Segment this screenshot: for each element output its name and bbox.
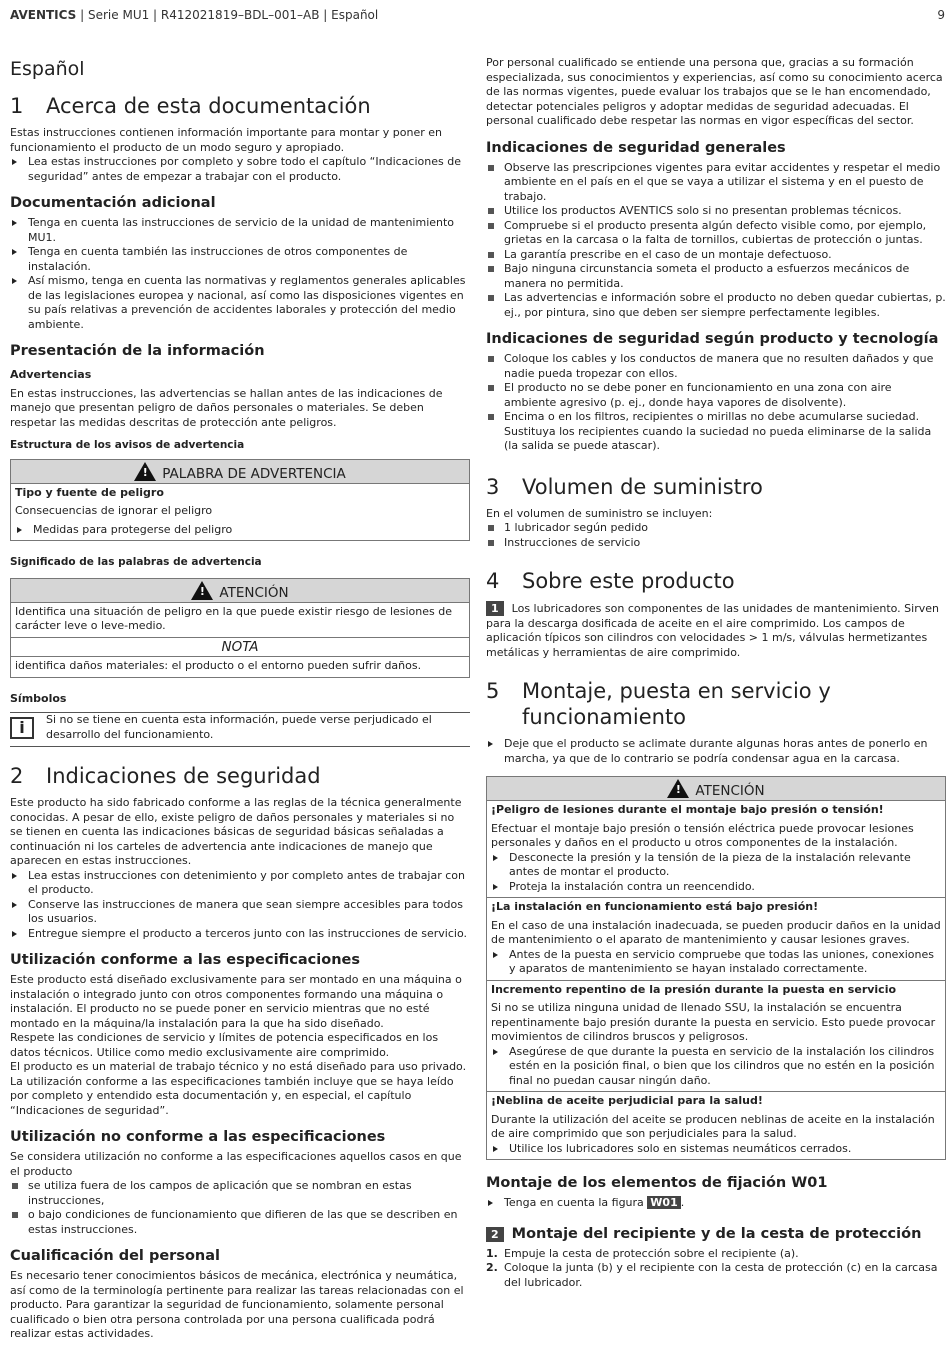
heading-utilizacion: Utilización conforme a las especificaciones bbox=[10, 952, 360, 968]
list-item: Utilice los lubricadores solo en sistemas neumáticos cerrados. bbox=[491, 1142, 941, 1157]
paragraph: La utilización conforme a las especificaciones también incluye que se haya leído por completo y entendido esta documentación y, en especial, el capítulo “Indicaciones de seguridad”. bbox=[10, 1074, 454, 1117]
hazard-title: ¡La instalación en funcionamiento está bajo presión! bbox=[491, 900, 819, 913]
hazard-section bbox=[487, 1092, 945, 1159]
list-item: Tenga en cuenta la figura W01 . bbox=[486, 1196, 946, 1211]
list-item: Lea estas instrucciones por completo y sobre todo el capítulo “Indicaciones de seguridad” antes de empezar a trabajar con el producto. bbox=[10, 155, 470, 184]
list-item: Proteja la instalación contra un reencendido. bbox=[491, 880, 941, 895]
attention-text: Identifica una situación de peligro en la que puede existir riesgo de lesiones de carácter leve o leve-medio. bbox=[11, 603, 469, 638]
heading-cualificacion: Cualificación del personal bbox=[10, 1248, 220, 1264]
hazard-text: En el caso de una instalación inadecuada, se pueden producir daños en la unidad de mantenimiento o el aparato de mantenimiento y causar lesiones graves. bbox=[491, 918, 941, 946]
paragraph: El producto es un material de trabajo técnico y no está diseñado para uso privado. bbox=[10, 1060, 467, 1073]
heading-documentacion: Documentación adicional bbox=[10, 195, 216, 211]
heading-producto-tecnologia: Indicaciones de seguridad según producto y tecnología bbox=[486, 331, 939, 347]
paragraph: Por personal cualificado se entiende una persona que, gracias a su formación especializada, sus conocimientos y experiencias, así como su conocimiento acerca de las normas vigentes, puede evaluar los trabajos que se le han encomendado, detectar potenciales peligros y adoptar medidas de seguridad adecuadas. El personal cualificado debe respetar las normas en vigor específicas del sector. bbox=[486, 56, 943, 127]
heading-significado: Significado de las palabras de advertencia bbox=[10, 556, 262, 568]
warning-icon: ! bbox=[667, 779, 689, 798]
heading-recipiente: 2 Montaje del recipiente y de la cesta de protección bbox=[486, 1225, 946, 1243]
list-item: Antes de la puesta en servicio compruebe que todas las uniones, conexiones y aparatos de mantenimiento se hayan instalado correctamente. bbox=[491, 948, 941, 977]
list-item: Compruebe si el producto presenta algún defecto visible como, por ejemplo, grietas en la carcasa o la falta de tornillos, cubiertas de protección o juntas. bbox=[486, 219, 946, 248]
list-item: Así mismo, tenga en cuenta las normativas y reglamentos generales aplicables de las legislaciones europea y nacional, así como las disposiciones vigentes en su país relativas a prevención de accidentes laborales y protección del medio ambiente. bbox=[10, 274, 470, 332]
brand: AVENTICS bbox=[10, 8, 77, 22]
paragraph: Respete las condiciones de servicio y límites de potencia especificados en los datos técnicos. Utilice como medio exclusivamente aire comprimido. bbox=[10, 1031, 439, 1059]
info-symbol-row bbox=[10, 712, 470, 747]
hazard-title: ¡Peligro de lesiones durante el montaje bajo presión o tensión! bbox=[491, 803, 884, 816]
attention-header: ! ATENCIÓN bbox=[11, 579, 469, 603]
page-header bbox=[10, 8, 945, 23]
warning-box-template bbox=[10, 459, 470, 542]
paragraph: Este producto está diseñado exclusivamente para ser montado en una máquina o instalación o integrado junto con otros componentes formando una máquina o instalación. El producto no se puede poner en servicio mientras que no esté montado en la máquina/la instalación para la que ha sido diseñado. bbox=[10, 973, 462, 1030]
paragraph: 1 Los lubricadores son componentes de las unidades de mantenimiento. Sirven para la descarga dosificada de aceite en el aire comprimido. Los campos de aplicación típicos son cilindros con velocidades > 1 m/s, válvulas hermetizantes metálicas y herramientas de aire comprimido. bbox=[486, 602, 939, 659]
warning-consequence: Consecuencias de ignorar el peligro bbox=[15, 504, 213, 517]
hazard-text: Durante la utilización del aceite se producen neblinas de aceite en la instalación de aire comprimido que son perjudiciales para la salud. bbox=[491, 1112, 935, 1140]
list-item: La garantía prescribe en el caso de un montaje defectuoso. bbox=[486, 248, 946, 263]
section-2-heading: 2 Indicaciones de seguridad bbox=[10, 764, 321, 788]
list-item: Utilice los productos AVENTICS solo si no presentan problemas técnicos. bbox=[486, 204, 946, 219]
language-title: Español bbox=[10, 58, 85, 80]
list-item: Tenga en cuenta las instrucciones de servicio de la unidad de mantenimiento MU1. bbox=[10, 216, 470, 245]
hazard-title: ¡Neblina de aceite perjudicial para la salud! bbox=[491, 1094, 763, 1107]
info-text: Si no se tiene en cuenta esta información, puede verse perjudicado el desarrollo del funcionamiento. bbox=[46, 713, 432, 741]
warning-icon: ! bbox=[134, 462, 156, 481]
heading-simbolos: Símbolos bbox=[10, 691, 67, 705]
list-item: 1. Empuje la cesta de protección sobre el recipiente (a). bbox=[486, 1246, 799, 1260]
figure-badge: 1 bbox=[486, 601, 504, 616]
attention-box bbox=[486, 776, 946, 1160]
info-icon: i bbox=[10, 717, 34, 739]
list-item: El producto no se debe poner en funcionamiento en una zona con aire ambiente agresivo (p. ej., donde haya vapores de disolvente). bbox=[486, 381, 946, 410]
list-item: Deje que el producto se aclimate durante algunas horas antes de ponerlo en marcha, ya que de lo contrario se podría condensar agua en la carcasa. bbox=[486, 737, 946, 766]
list-item: Observe las prescripciones vigentes para evitar accidentes y respetar el medio ambiente en el país en el que se vaya a utilizar el sistema y en el puesto de trabajo. bbox=[486, 161, 946, 205]
warning-measure: Medidas para protegerse del peligro bbox=[15, 523, 465, 538]
attention-box bbox=[10, 578, 470, 678]
header-info: | Serie MU1 | R412021819–BDL–001–AB | Español bbox=[76, 8, 379, 22]
hazard-section bbox=[487, 898, 945, 981]
hazard-section bbox=[487, 801, 945, 898]
hazard-section bbox=[487, 981, 945, 1093]
page-number: 9 bbox=[937, 8, 945, 22]
paragraph: Se considera utilización no conforme a las especificaciones aquellos casos en que el producto bbox=[10, 1150, 462, 1178]
list-item: Desconecte la presión y la tensión de la pieza de la instalación relevante antes de montar el producto. bbox=[491, 851, 941, 880]
section-3-heading: 3 Volumen de suministro bbox=[486, 474, 763, 499]
list-item: 2. Coloque la junta (b) y el recipiente con la cesta de protección (c) en la carcasa del lubricador. bbox=[486, 1261, 938, 1289]
heading-presentacion: Presentación de la información bbox=[10, 343, 265, 359]
figure-badge: 2 bbox=[486, 1227, 504, 1242]
warning-icon: ! bbox=[191, 581, 213, 600]
section-4-heading: 4 Sobre este producto bbox=[486, 569, 735, 593]
list-item: Bajo ninguna circunstancia someta el producto a esfuerzos mecánicos de manera no permitida. bbox=[486, 262, 946, 291]
heading-generales: Indicaciones de seguridad generales bbox=[486, 139, 786, 156]
list-item: Lea estas instrucciones con detenimiento y por completo antes de trabajar con el producto. bbox=[10, 869, 470, 898]
list-item: Coloque los cables y los conductos de manera que no resulten dañados y que nadie pueda tropezar con ellos. bbox=[486, 352, 946, 381]
list-item: o bajo condiciones de funcionamiento que difieren de las que se describen en estas instrucciones. bbox=[10, 1208, 470, 1237]
warning-header: ! PALABRA DE ADVERTENCIA bbox=[11, 460, 469, 484]
section-5-heading: 5 Montaje, puesta en servicio y funcionamiento bbox=[486, 679, 831, 729]
heading-advertencias: Advertencias bbox=[10, 368, 92, 381]
heading-no-conforme: Utilización no conforme a las especificaciones bbox=[10, 1129, 386, 1145]
figure-ref: W01 bbox=[647, 1196, 680, 1209]
list-item: Conserve las instrucciones de manera que sean siempre accesibles para todos los usuarios. bbox=[10, 898, 470, 927]
heading-fijacion: Montaje de los elementos de fijación W01 bbox=[486, 1175, 828, 1191]
list-item: Instrucciones de servicio bbox=[486, 536, 946, 551]
attention-header: ! ATENCIÓN bbox=[487, 777, 945, 801]
hazard-title: Incremento repentino de la presión durante la puesta en servicio bbox=[491, 982, 897, 996]
left-column bbox=[10, 58, 470, 1342]
hazard-text: Si no se utiliza ninguna unidad de llenado SSU, la instalación se encuentra repentinamente bajo presión durante la puesta en servicio. Esto puede provocar movimientos de cilindros bruscos y peligrosos. bbox=[491, 1001, 936, 1043]
paragraph: En estas instrucciones, las advertencias se hallan antes de las indicaciones de manejo que presentan peligro de daños personales o materiales. Se deben respetar las medidas descritas de protección ante peligros. bbox=[10, 386, 443, 429]
list-item: Las advertencias e información sobre el producto no deben quedar cubiertas, p. ej., por pintura, sino que deben ser siempre perfectamente legibles. bbox=[486, 291, 946, 320]
paragraph: Estas instrucciones contienen información importante para montar y poner en funcionamiento el producto de un modo seguro y apropiado. bbox=[10, 126, 442, 154]
nota-label: NOTA bbox=[11, 638, 469, 658]
list-item: Tenga en cuenta también las instrucciones de otros componentes de instalación. bbox=[10, 245, 470, 274]
right-column bbox=[486, 56, 946, 1290]
paragraph: Este producto ha sido fabricado conforme a las reglas de la técnica generalmente conocidas. A pesar de ello, existe peligro de daños personales y materiales si no se tienen en cuenta las indicaciones básicas de seguridad básicas señaladas a continuación ni los carteles de advertencia ante indicaciones de manejo que aparecen en estas instrucciones. bbox=[10, 796, 462, 867]
section-1-heading: 1 Acerca de esta documentación bbox=[10, 94, 371, 118]
nota-text: identifica daños materiales: el producto o el entorno pueden sufrir daños. bbox=[15, 659, 422, 672]
list-item: 1 lubricador según pedido bbox=[486, 521, 946, 536]
list-item: Encima o en los filtros, recipientes o mirillas no debe acumularse suciedad. Sustituya los recipientes cuando la suciedad no pueda eliminarse de la salida (la salida se puede atascar). bbox=[486, 410, 946, 454]
list-item: se utiliza fuera de los campos de aplicación que se nombran en estas instrucciones, bbox=[10, 1179, 470, 1208]
hazard-text: Efectuar el montaje bajo presión o tensión eléctrica puede provocar lesiones personales y daños en el producto u otros componentes de la instalación. bbox=[491, 821, 914, 849]
warning-type: Tipo y fuente de peligro bbox=[15, 485, 164, 499]
list-item: Asegúrese de que durante la puesta en servicio de la instalación los cilindros estén en la posición final, o bien que los cilindros que no estén en la posición final no puedan causar ningún daño. bbox=[491, 1045, 941, 1089]
paragraph: En el volumen de suministro se incluyen: bbox=[486, 506, 713, 520]
list-item: Entregue siempre el producto a terceros junto con las instrucciones de servicio. bbox=[10, 927, 470, 942]
heading-estructura: Estructura de los avisos de advertencia bbox=[10, 439, 245, 451]
paragraph: Es necesario tener conocimientos básicos de mecánica, electrónica y neumática, así como de la terminología pertinente para realizar las tareas relacionadas con el producto. Para garantizar la seguridad de funcionamiento, solamente personal cualificado o bien otra persona controlada por una persona cualificada podrá realizar estas actividades. bbox=[10, 1269, 464, 1340]
